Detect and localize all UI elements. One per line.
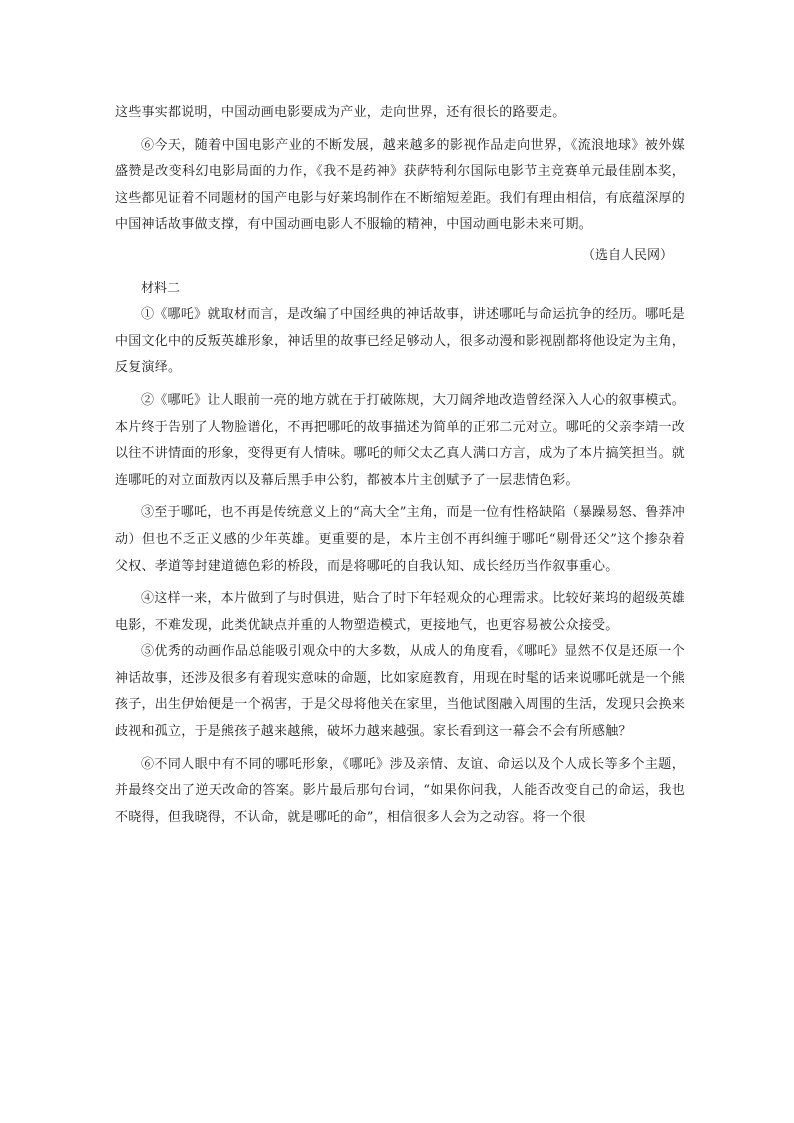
document-page <box>115 100 685 831</box>
paragraph-material2-4: ④这样一来，本片做到了与时俱进，贴合了时下年轻观众的心理需求。比较好莱坞的超级英雄电影，不难发现，此类优缺点并重的人物塑造模式，更接地气，也更容易被公众接受。 <box>115 591 685 633</box>
paragraph-material2-6: ⑥不同人眼中有不同的哪吒形象，《哪吒》涉及亲情、友谊、命运以及个人成长等多个主题，并最终交出了逆天改命的答案。影片最后那句台词，“如果你问我，人能否改变自己的命运，我也不晓得，但我晓得，不认命，就是哪吒的命”，相信很多人会为之动容。将一个很 <box>115 756 685 825</box>
paragraph-material2-2: ②《哪吒》让人眼前一亮的地方就在于打破陈规，大刀阔斧地改造曾经深入人心的叙事模式。本片终于告别了人物脸谱化，不再把哪吒的故事描述为简单的正邪二元对立。哪吒的父亲李靖一改以往不讲情面的形象，变得更有人情味。哪吒的师父太乙真人满口方言，成为了本片搞笑担当。就连哪吒的对立面敖丙以及幕后黑手申公豹，都被本片主创赋予了一层悲情色彩。 <box>115 392 685 488</box>
paragraph-material1-6: ⑥今天，随着中国电影产业的不断发展，越来越多的影视作品走向世界，《流浪地球》被外媒盛赞是改变科幻电影局面的力作，《我不是药神》获萨特利尔国际电影节主竞赛单元最佳剧本奖，这些都见证着不同题材的国产电影与好莱坞制作在不断缩短差距。我们有理由相信，有底蕴深厚的中国神话故事做支撑，有中国动画电影人不服输的精神，中国动画电影未来可期。 <box>115 137 685 233</box>
paragraph-material1-ending: 这些事实都说明，中国动画电影要成为产业，走向世界，还有很长的路要走。 <box>115 105 566 120</box>
paragraph-material2-1: ①《哪吒》就取材而言，是改编了中国经典的神话故事，讲述哪吒与命运抗争的经历。哪吒是中国文化中的反叛英雄形象，神话里的故事已经足够动人，很多动漫和影视剧都将他设定为主角，反复演绎。 <box>115 307 685 376</box>
paragraph-material2-5: ⑤优秀的动画作品总能吸引观众中的大多数，从成人的角度看，《哪吒》显然不仅是还原一个神话故事，还涉及很多有着现实意味的命题，比如家庭教育，用现在时髦的话来说哪吒就是一个熊孩子，出生伊始便是一个祸害，于是父母将他关在家里，当他试图融入周围的生活，发现只会换来歧视和孤立，于是熊孩子越来越熊，破坏力越来越强。家长看到这一幕会不会有所感触？ <box>115 644 685 740</box>
source-citation: （选自人民网） <box>581 247 673 263</box>
paragraph-material2-3: ③至于哪吒，也不再是传统意义上的“高大全”主角，而是一位有性格缺陷（暴躁易怒、鲁莽冲动）但也不乏正义感的少年英雄。更重要的是，本片主创不再纠缠于哪吒“剔骨还父”这个掺杂着父权、孝道等封建道德色彩的桥段，而是将哪吒的自我认知、成长经历当作叙事重心。 <box>115 505 685 574</box>
section-heading-material2: 材料二 <box>141 280 181 296</box>
